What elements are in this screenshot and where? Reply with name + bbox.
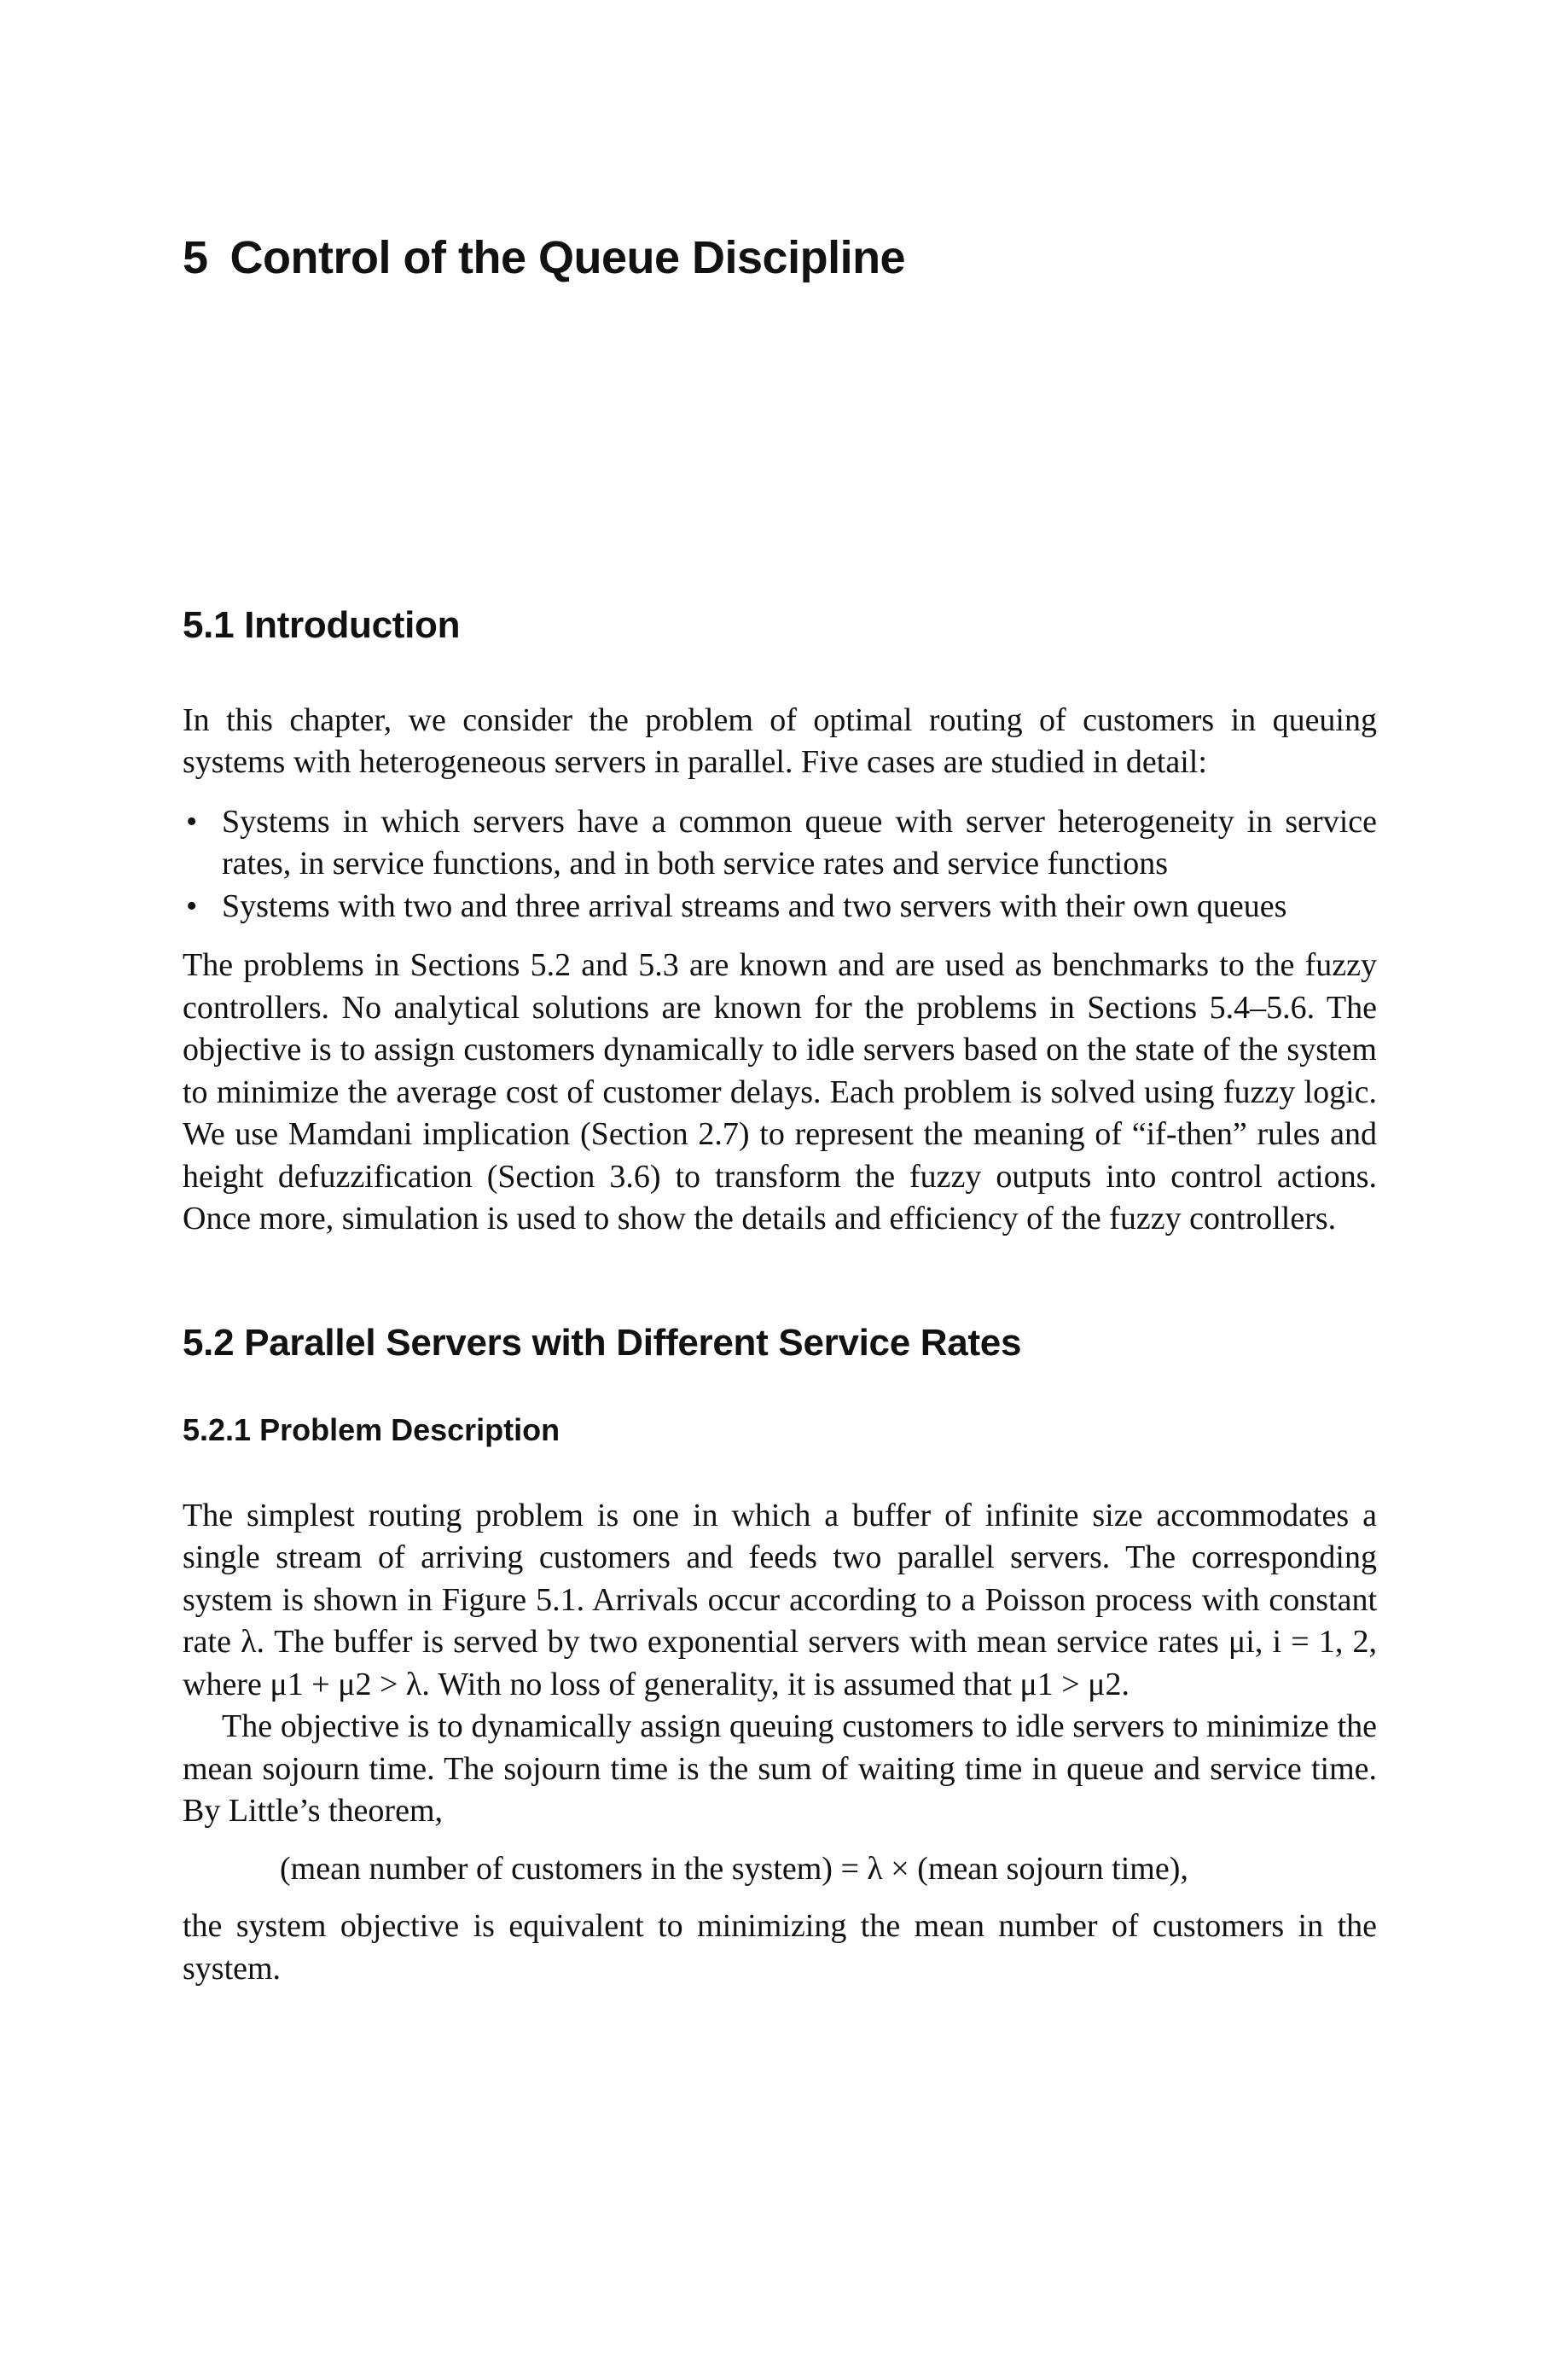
intro-paragraph: In this chapter, we consider the problem of optimal routing of customers in queuing systems with heterogeneous servers in parallel. Five cases are studied in detail: [183,701,1377,781]
chapter-number: 5 [183,232,208,283]
bullet-icon: • [186,887,198,924]
section-heading-introduction: 5.1 Introduction [183,603,461,646]
objective-paragraph: The objective is to dynamically assign queuing customers to idle servers to minimize the mean sojourn time. The sojourn time is the sum of waiting time in queue and service time. By Little’s theorem, [183,1708,1377,1830]
bullet-icon: • [186,803,198,840]
section-heading-parallel-servers: 5.2 Parallel Servers with Different Service Rates [183,1321,1022,1364]
benchmark-paragraph: The problems in Sections 5.2 and 5.3 are known and are used as benchmarks to the fuzzy controllers. No analytical solutions are known for the problems in Sections 5.4–5.6. The objective is to assign customers dynamically to idle servers based on the state of the system to minimize the average cost of customer delays. Each problem is solved using fuzzy logic. We use Mamdani implication (Section 2.7) to represent the meaning of “if-then” rules and height defuzzification (Section 3.6) to transform the fuzzy outputs into control actions. Once more, simulation is used to show the details and efficiency of the fuzzy controllers. [183,947,1377,1237]
document-page [183,230,1377,1990]
problem-paragraph: The simplest routing problem is one in which a buffer of infinite size accommodates a single stream of arriving customers and feeds two parallel servers. The corresponding system is shown in Figure 5.1. Arrivals occur according to a Poisson process with constant rate λ. The buffer is served by two exponential servers with mean service rates μi, i = 1, 2, where μ1 + μ2 > λ. With no loss of generality, it is assumed that μ1 > μ2. [183,1497,1377,1702]
list-item-text: Systems in which servers have a common queue with server heterogeneity in service rates, in service functions, and in both service rates and service functions [222,803,1377,882]
case-list [183,801,1377,928]
chapter-title [183,230,1377,286]
list-item [183,886,1377,928]
conclusion-paragraph: the system objective is equivalent to minimizing the mean number of customers in the system. [183,1908,1377,1987]
littles-theorem-equation: (mean number of customers in the system) = λ × (mean sojourn time), [280,1850,1188,1887]
subsection-heading-problem-description: 5.2.1 Problem Description [183,1412,560,1448]
chapter-title-text: Control of the Queue Discipline [229,232,906,283]
list-item [183,801,1377,886]
list-item-text: Systems with two and three arrival streams and two servers with their own queues [222,887,1287,924]
